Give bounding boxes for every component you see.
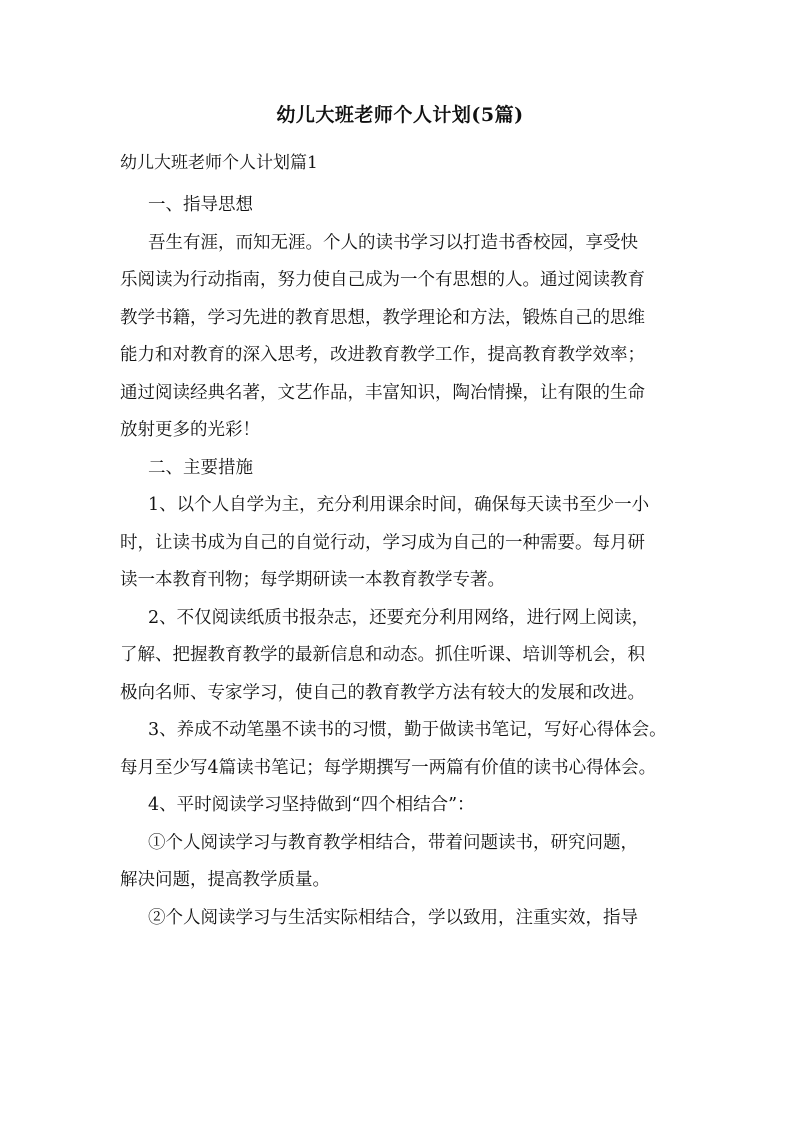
text-line: 2、不仅阅读纸质书报杂志，还要充分利用网络，进行网上阅读， — [148, 607, 650, 628]
document-body — [120, 187, 690, 937]
text-line: 1、以个人自学为主，充分利用课余时间，确保每天读书至少一小 — [148, 495, 650, 515]
text-line: 一、指导思想 — [148, 195, 253, 215]
text-line: 4、平时阅读学习坚持做到“四个相结合”： — [148, 795, 475, 815]
text-line: 解决问题，提高教学质量。 — [120, 870, 330, 890]
text-line: 读一本教育刊物；每学期研读一本教育教学专著。 — [120, 570, 505, 590]
text-line: ②个人阅读学习与生活实际相结合，学以致用，注重实效，指导 — [148, 907, 638, 928]
text-line: 3、养成不动笔墨不读书的习惯，勤于做读书笔记，写好心得体会。 — [148, 720, 667, 740]
text-line: 通过阅读经典名著，文艺作品，丰富知识，陶冶情操，让有限的生命 — [120, 382, 645, 403]
text-line: 能力和对教育的深入思考，改进教育教学工作，提高教育教学效率； — [120, 345, 645, 365]
text-line: 乐阅读为行动指南，努力使自己成为一个有思想的人。通过阅读教育 — [120, 270, 645, 290]
text-line: 每月至少写4篇读书笔记；每学期撰写一两篇有价值的读书心得体会。 — [120, 757, 657, 778]
text-line: 教学书籍，学习先进的教育思想，教学理论和方法，锻炼自己的思维 — [120, 307, 645, 328]
document-title: 幼儿大班老师个人计划(5篇) — [276, 104, 524, 126]
section-heading: 幼儿大班老师个人计划篇1 — [120, 153, 318, 173]
text-line: 了解、把握教育教学的最新信息和动态。抓住听课、培训等机会，积 — [120, 645, 645, 665]
text-line: 吾生有涯，而知无涯。个人的读书学习以打造书香校园，享受快 — [148, 232, 638, 253]
text-line: 极向名师、专家学习，使自己的教育教学方法有较大的发展和改进。 — [120, 682, 645, 703]
text-line: 放射更多的光彩！ — [120, 420, 260, 440]
text-line: ①个人阅读学习与教育教学相结合，带着问题读书，研究问题， — [148, 832, 638, 853]
text-line: 二、主要措施 — [148, 457, 253, 478]
text-line: 时，让读书成为自己的自觉行动，学习成为自己的一种需要。每月研 — [120, 532, 645, 553]
